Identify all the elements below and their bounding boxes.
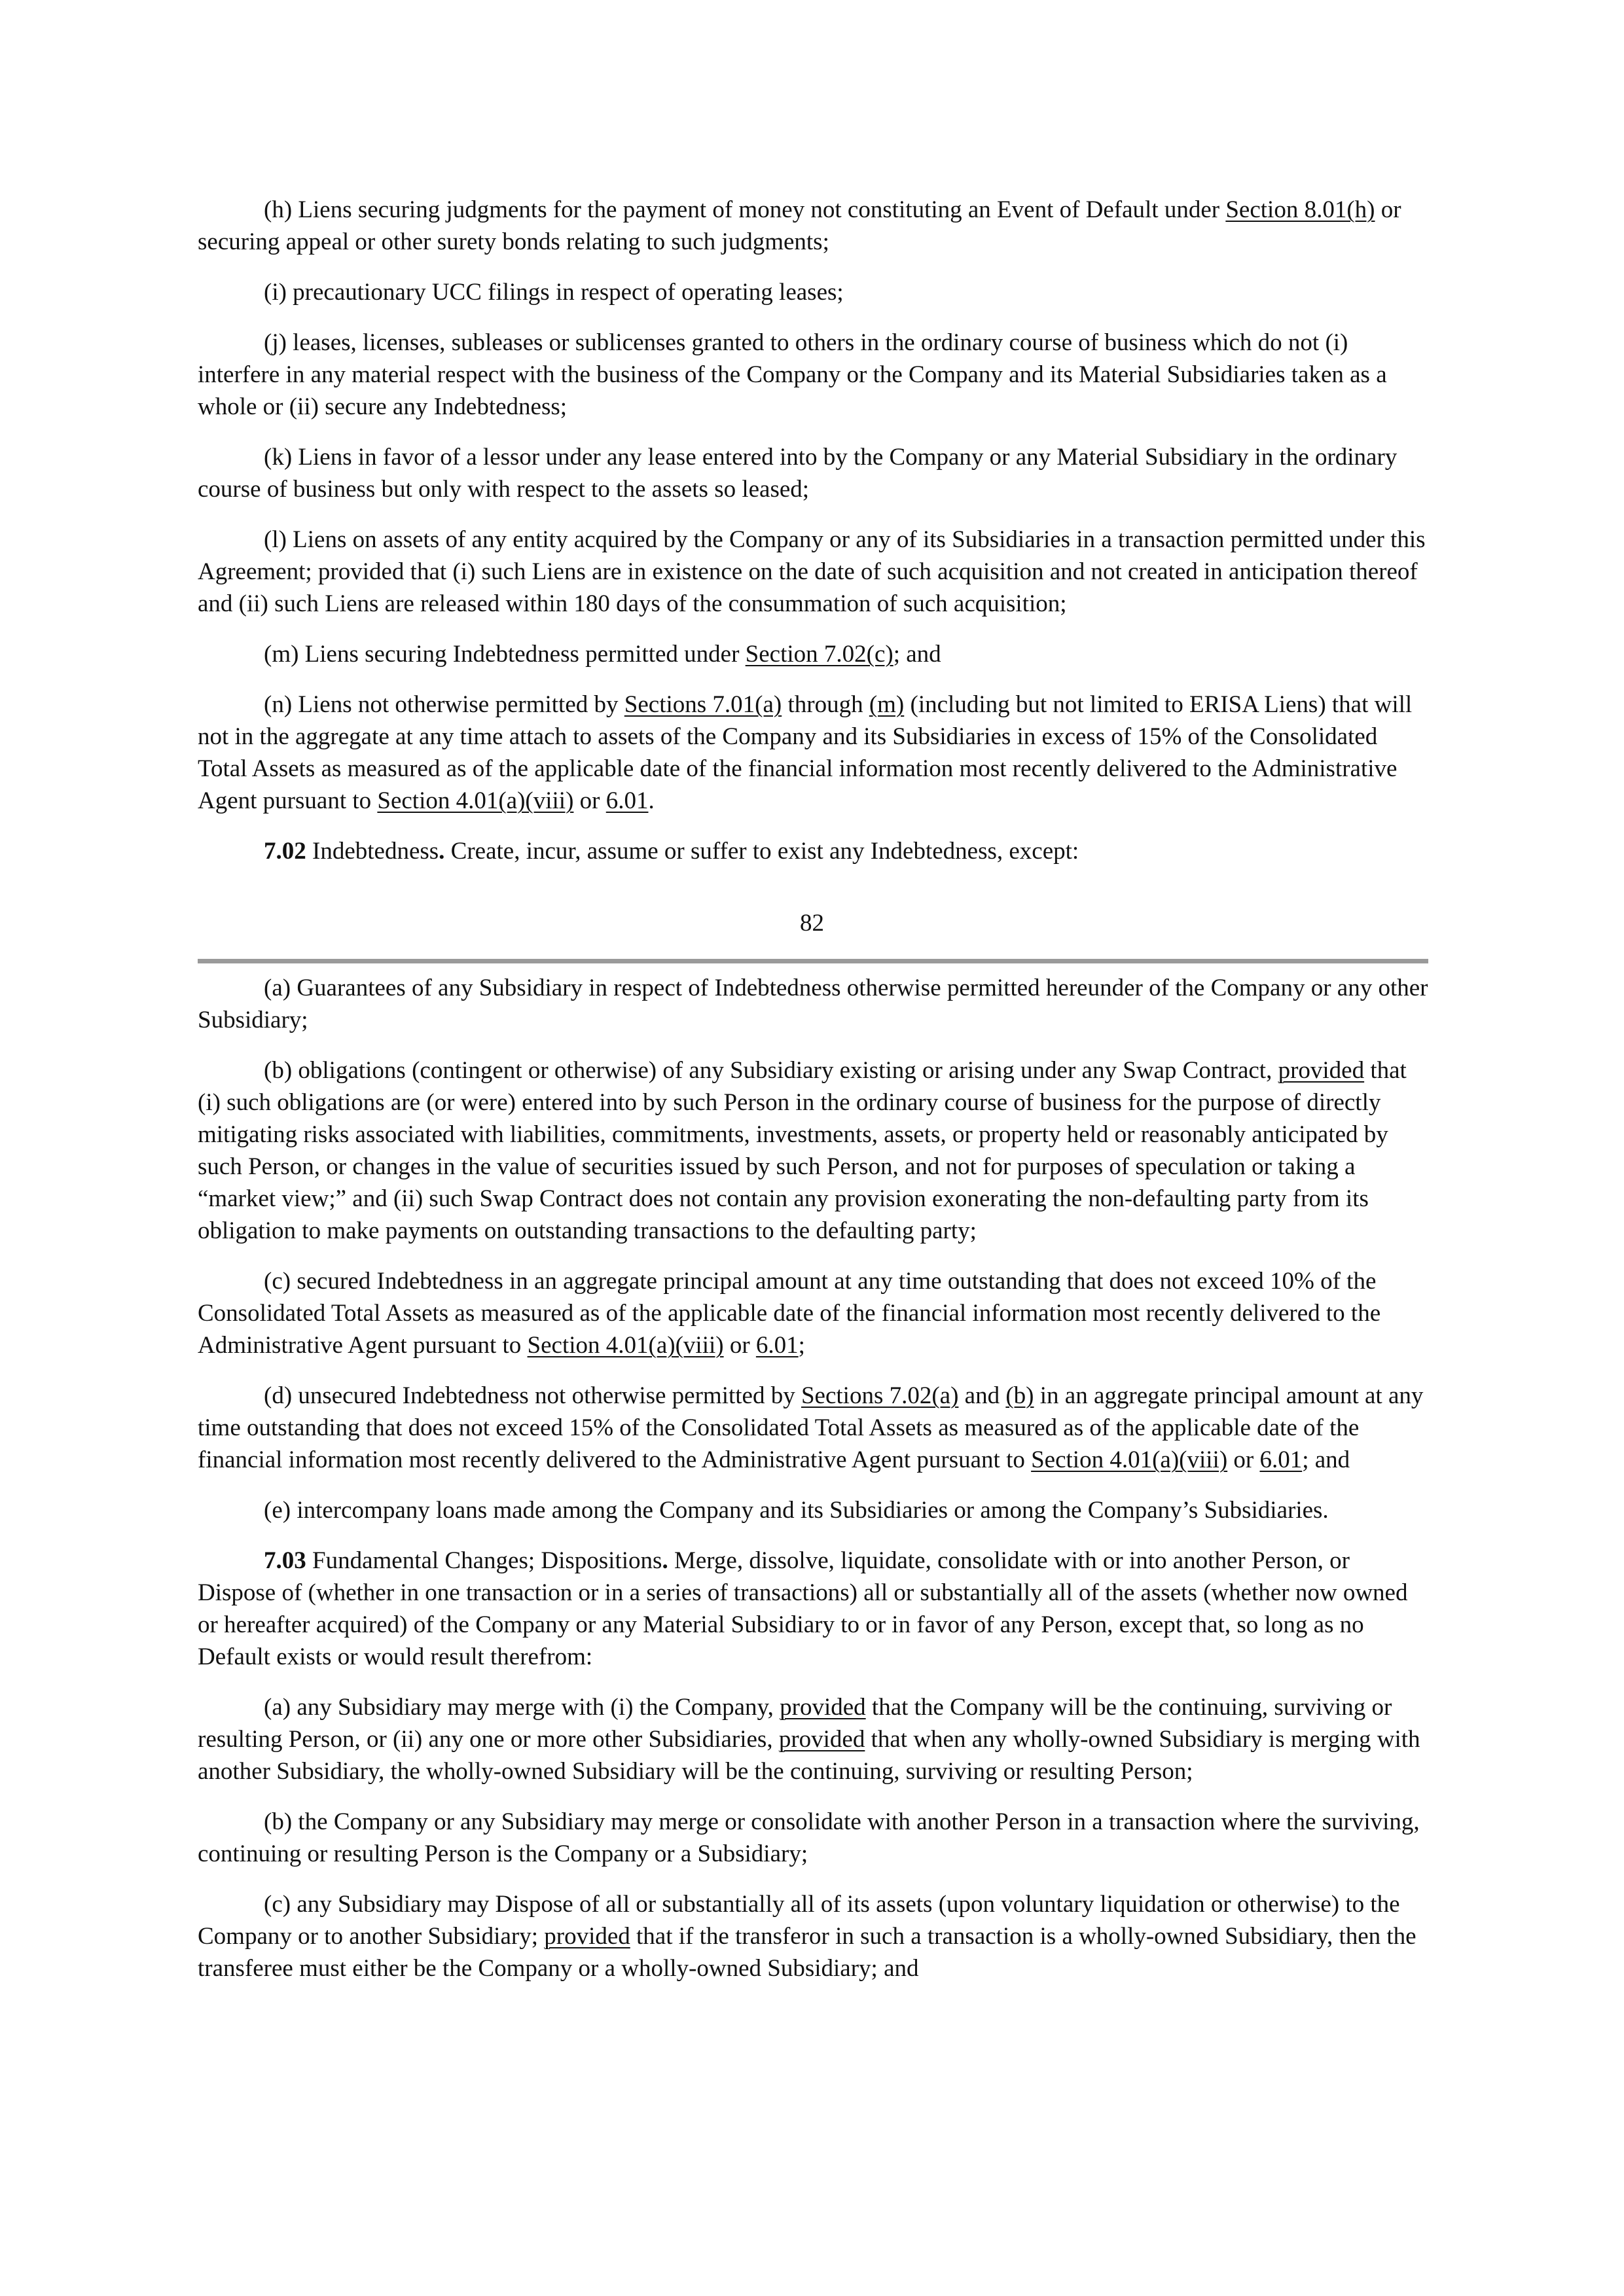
clause-7-02-b <box>198 1054 1428 1247</box>
clause-text: . <box>648 787 655 814</box>
provided-term: provided <box>1278 1057 1365 1084</box>
clause-text: or <box>573 787 606 814</box>
clause-text: in an aggregate principal amount at any time outstanding that does not exceed 15% of the Consolidated Total Assets as measured as of the applicable date of the financial information most recently delivered to the Administrative Agent pursuant to <box>198 1382 1424 1473</box>
clause-7-02-a: (a) Guarantees of any Subsidiary in respect of Indebtedness otherwise permitted hereunder of the Company or any other Subsidiary; <box>198 975 1428 1033</box>
clause-7-01-j: (j) leases, licenses, subleases or sublicenses granted to others in the ordinary course of business which do not (i) interfere in any material respect with the business of the Company or the Company and its Material Subsidiaries taken as a whole or (ii) secure any Indebtedness; <box>198 329 1387 420</box>
page-break-divider <box>198 959 1428 963</box>
page-83-body <box>198 972 1428 2003</box>
section-reference: Section 4.01(a)(viii) <box>1031 1446 1228 1473</box>
clause-text: ; <box>798 1332 805 1359</box>
provided-term: provided <box>778 1726 865 1753</box>
section-reference: Section 4.01(a)(viii) <box>527 1332 724 1359</box>
clause-text: (c) secured Indebtedness in an aggregate principal amount at any time outstanding that does not exceed 10% of the Consolidated Total Assets as measured as of the applicable date of the financial information most recently delivered to the Administrative Agent pursuant to <box>198 1268 1381 1359</box>
section-reference: 6.01 <box>755 1332 799 1359</box>
clause-text: (m) Liens securing Indebtedness permitted under <box>264 641 746 668</box>
section-reference: (m) <box>869 691 905 718</box>
section-reference: Section 8.01(h) <box>1225 196 1375 223</box>
section-title: Indebtedness <box>306 838 439 865</box>
clause-text: Merge, dissolve, liquidate, consolidate with or into another Person, or Dispose of (whether in one transaction or in a series of transactions) all or substantially all of the assets (whether now owned or hereafter acquired) of the Company or any Material Subsidiary to or in favor of any Person, except that, so long as no Default exists or would result therefrom: <box>198 1547 1408 1670</box>
clause-7-02-c <box>198 1265 1428 1361</box>
clause-text: and <box>958 1382 1006 1409</box>
clause-text: through <box>782 691 869 718</box>
section-title-period: . <box>439 838 445 865</box>
clause-text: or <box>723 1332 756 1359</box>
section-number: 7.02 <box>264 838 306 865</box>
section-7-03-heading <box>198 1545 1428 1673</box>
section-reference: 6.01 <box>1259 1446 1303 1473</box>
clause-7-03-c <box>198 1888 1428 1984</box>
section-number: 7.03 <box>264 1547 306 1574</box>
section-reference: 6.01 <box>605 787 649 814</box>
provided-term: provided <box>544 1923 630 1950</box>
section-7-02-heading <box>198 835 1428 867</box>
clause-7-01-k: (k) Liens in favor of a lessor under any lease entered into by the Company or any Material Subsidiary in the ordinary course of business but only with respect to the assets so leased; <box>198 444 1398 503</box>
clause-7-01-n <box>198 689 1428 817</box>
clause-7-03-a <box>198 1691 1428 1787</box>
section-reference: Sections 7.02(a) <box>801 1382 959 1409</box>
clause-text: (a) any Subsidiary may merge with (i) the Company, <box>264 1694 780 1721</box>
clause-text: (d) unsecured Indebtedness not otherwise permitted by <box>264 1382 801 1409</box>
clause-text: that if the transferor in such a transaction is a wholly-owned Subsidiary, then the transferee must either be the Company or a wholly-owned Subsidiary; and <box>198 1923 1416 1982</box>
provided-term: provided <box>780 1694 866 1721</box>
clause-text: that (i) such obligations are (or were) entered into by such Person in the ordinary course of business for the purpose of directly mitigating risks associated with liabilities, commitments, investments, assets, or property held or reasonably anticipated by such Person, or changes in the value of securities issued by such Person, and not for purposes of speculation or taking a “market view;” and (ii) such Swap Contract does not contain any provision exonerating the non-defaulting party from its obligation to make payments on outstanding transactions to the defaulting party; <box>198 1057 1407 1244</box>
section-title-period: . <box>662 1547 668 1574</box>
clause-text: or <box>1227 1446 1260 1473</box>
clause-text: ; and <box>893 641 941 668</box>
clause-7-02-d <box>198 1380 1428 1476</box>
section-reference: Section 4.01(a)(viii) <box>377 787 574 814</box>
clause-text: that the Company will be the continuing, surviving or resulting Person, or (ii) any one or more other Subsidiaries, <box>198 1694 1392 1753</box>
page-number: 82 <box>800 910 824 937</box>
clause-text: that when any wholly-owned Subsidiary is merging with another Subsidiary, the wholly-owned Subsidiary will be the continuing, surviving or resulting Person; <box>198 1726 1420 1785</box>
clause-text: Create, incur, assume or suffer to exist any Indebtedness, except: <box>444 838 1079 865</box>
clause-text: (c) any Subsidiary may Dispose of all or substantially all of its assets (upon voluntary liquidation or otherwise) to the Company or to another Subsidiary; <box>198 1891 1400 1950</box>
clause-7-01-m <box>198 638 1428 670</box>
section-title: Fundamental Changes; Dispositions <box>306 1547 662 1574</box>
clause-text: (n) Liens not otherwise permitted by <box>264 691 624 718</box>
clause-7-03-b: (b) the Company or any Subsidiary may merge or consolidate with another Person in a transaction where the surviving, continuing or resulting Person is the Company or a Subsidiary; <box>198 1808 1420 1867</box>
page-82-body <box>198 194 1428 886</box>
section-reference: (b) <box>1005 1382 1034 1409</box>
clause-text: (h) Liens securing judgments for the payment of money not constituting an Event of Default under <box>264 196 1226 223</box>
clause-7-02-e: (e) intercompany loans made among the Company and its Subsidiaries or among the Company’s Subsidiaries. <box>264 1497 1329 1524</box>
section-reference: Section 7.02(c) <box>745 641 893 668</box>
clause-text: or securing appeal or other surety bonds relating to such judgments; <box>198 196 1401 255</box>
clause-7-01-l: (l) Liens on assets of any entity acquired by the Company or any of its Subsidiaries in a transaction permitted under this Agreement; provided that (i) such Liens are in existence on the date of such acquisition and not created in anticipation thereof and (ii) such Liens are released within 180 days of the consummation of such acquisition; <box>198 526 1426 617</box>
clause-7-01-i: (i) precautionary UCC filings in respect of operating leases; <box>264 279 844 306</box>
clause-text: (including but not limited to ERISA Liens) that will not in the aggregate at any time attach to assets of the Company and its Subsidiaries in excess of 15% of the Consolidated Total Assets as measured as of the applicable date of the financial information most recently delivered to the Administrative Agent pursuant to <box>198 691 1413 814</box>
clause-text: ; and <box>1302 1446 1350 1473</box>
section-reference: Sections 7.01(a) <box>624 691 782 718</box>
clause-text: (b) obligations (contingent or otherwise) of any Subsidiary existing or arising under any Swap Contract, <box>264 1057 1278 1084</box>
clause-7-01-h <box>198 194 1428 258</box>
